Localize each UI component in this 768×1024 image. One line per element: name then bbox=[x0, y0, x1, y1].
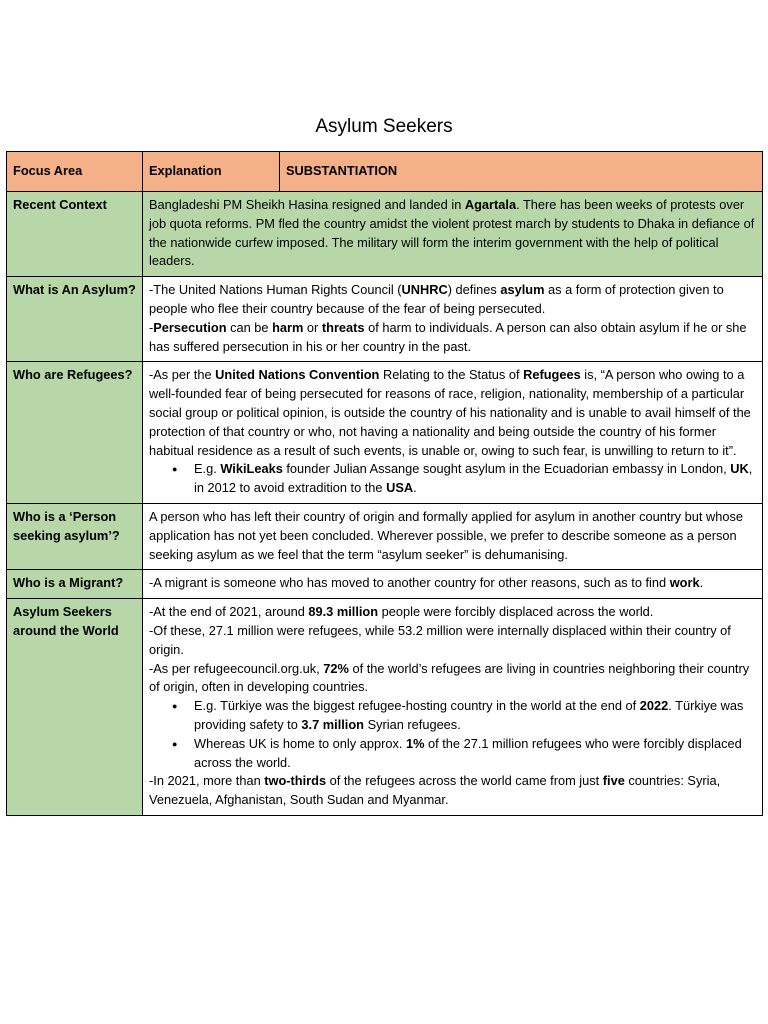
text-run: is, “A person who owing to a well-founded fear of being persecuted for reasons of race, religion, nationality, membership of a particular social group or political opinion, is outside the country of his nationality and is unable to avail himself of the protection of that country or who, not having a nationality and being outside the country of his former habitual residence as a result of such events, is unable or, owing to such fear, is unwilling to return to it”. bbox=[149, 367, 751, 458]
bullet-item bbox=[194, 460, 756, 498]
text-run: -As per refugeecouncil.org.uk, bbox=[149, 660, 324, 676]
header-explanation: Explanation bbox=[143, 152, 280, 192]
text-run: - bbox=[149, 319, 154, 335]
notes-table bbox=[6, 151, 763, 816]
text-run: E.g. bbox=[194, 461, 221, 477]
substantiation-cell bbox=[143, 503, 763, 569]
substantiation-cell bbox=[143, 599, 763, 816]
table-row bbox=[7, 362, 763, 504]
focus-area-cell: Who is a Migrant? bbox=[7, 570, 143, 599]
bold-text: five bbox=[602, 773, 625, 789]
substantiation-cell bbox=[143, 277, 763, 362]
text-run: countries: Syria, Venezuela, Afghanistan, South Sudan and Myanmar. bbox=[149, 773, 721, 808]
text-run: -In 2021, more than bbox=[149, 773, 265, 789]
bold-text: asylum bbox=[500, 282, 545, 298]
bold-text: UK bbox=[730, 461, 749, 477]
bold-text: WikiLeaks bbox=[220, 461, 283, 477]
bold-text: 2022 bbox=[639, 698, 669, 714]
bold-text: Refugees bbox=[523, 367, 581, 383]
paragraph bbox=[149, 574, 756, 593]
focus-area-cell: Asylum Seekers around the World bbox=[7, 599, 143, 816]
text-run: -As per the bbox=[149, 367, 216, 383]
header-focus-area: Focus Area bbox=[7, 152, 143, 192]
bold-text: Persecution bbox=[153, 319, 227, 335]
text-run: . Türkiye was providing safety to bbox=[194, 698, 744, 732]
paragraph bbox=[149, 366, 756, 460]
focus-area-cell: Recent Context bbox=[7, 192, 143, 277]
text-run: E.g. Türkiye was the biggest refugee-hosting country in the world at the end of bbox=[194, 698, 640, 714]
bold-text: two-thirds bbox=[264, 773, 327, 789]
bullet-list bbox=[149, 460, 756, 498]
bold-text: United Nations Convention bbox=[215, 367, 380, 383]
text-run: Bangladeshi PM Sheikh Hasina resigned and landed in bbox=[149, 197, 465, 212]
text-run: Relating to the Status of bbox=[379, 367, 524, 383]
focus-area-cell: What is An Asylum? bbox=[7, 277, 143, 362]
text-run: , in 2012 to avoid extradition to the bbox=[194, 461, 753, 496]
table-row bbox=[7, 599, 763, 816]
text-run: . bbox=[699, 575, 704, 591]
text-run: or bbox=[303, 319, 322, 335]
bold-text: USA bbox=[386, 480, 414, 496]
text-run: people were forcibly displaced across the world. bbox=[378, 604, 654, 620]
paragraph bbox=[149, 508, 756, 564]
text-run: Whereas UK is home to only approx. bbox=[194, 735, 406, 751]
bold-text: 1% bbox=[405, 735, 425, 751]
bold-text: UNHRC bbox=[401, 282, 448, 298]
page-title: Asylum Seekers bbox=[315, 116, 453, 137]
focus-area-cell: Who are Refugees? bbox=[7, 362, 143, 504]
bullet-item bbox=[194, 697, 756, 735]
substantiation-cell bbox=[143, 192, 763, 277]
paragraph bbox=[149, 660, 756, 698]
text-run: of the refugees across the world came from just bbox=[326, 773, 603, 789]
paragraph bbox=[149, 622, 756, 660]
paragraph bbox=[149, 196, 756, 271]
paragraph bbox=[149, 603, 756, 622]
notes-table-body bbox=[7, 152, 763, 816]
paragraph bbox=[149, 281, 756, 319]
text-run: can be bbox=[226, 319, 273, 335]
text-run: of the world’s refugees are living in countries neighboring their country of origin, often in developing countries. bbox=[149, 660, 750, 695]
substantiation-cell bbox=[143, 362, 763, 504]
text-run: -At the end of 2021, around bbox=[149, 604, 309, 620]
table-row bbox=[7, 192, 763, 277]
bold-text: Agartala bbox=[464, 197, 517, 212]
table-row bbox=[7, 277, 763, 362]
bold-text: harm bbox=[272, 319, 304, 335]
bullet-item bbox=[194, 735, 756, 773]
text-run: A person who has left their country of origin and formally applied for asylum in another country but whose application has not yet been concluded. Wherever possible, we prefer to describe someone as a person seeking asylum as we feel that the term “asylum seeker” is dehumanising. bbox=[149, 508, 743, 562]
text-run: as a form of protection given to people who flee their country because of the fear of being persecuted. bbox=[149, 282, 724, 316]
table-row bbox=[7, 503, 763, 569]
bullet-list bbox=[149, 697, 756, 772]
text-run: ) defines bbox=[447, 282, 501, 298]
bold-text: 72% bbox=[323, 660, 349, 676]
bold-text: 89.3 million bbox=[308, 604, 379, 620]
text-run: . bbox=[413, 480, 417, 496]
text-run: -The United Nations Human Rights Council ( bbox=[149, 282, 402, 298]
text-run: founder Julian Assange sought asylum in the Ecuadorian embassy in London, bbox=[282, 461, 731, 477]
text-run: -Of these, 27.1 million were refugees, while 53.2 million were internally displaced within their country of origin. bbox=[149, 622, 731, 657]
text-run: Syrian refugees. bbox=[364, 716, 461, 732]
bold-text: work bbox=[669, 575, 700, 591]
substantiation-cell bbox=[143, 570, 763, 599]
paragraph bbox=[149, 319, 756, 357]
header-row bbox=[7, 152, 763, 192]
focus-area-cell: Who is a ‘Person seeking asylum’? bbox=[7, 503, 143, 569]
paragraph bbox=[149, 772, 756, 810]
bold-text: 3.7 million bbox=[301, 716, 365, 732]
text-run: . There has been weeks of protests over job quota reforms. PM fled the country amidst the violent protest march by students to Dhaka in defiance of the nationwide curfew imposed. The military will form the interim government with the help of political leaders. bbox=[149, 197, 755, 269]
bold-text: threats bbox=[321, 319, 365, 335]
text-run: of the 27.1 million refugees who were forcibly displaced across the world. bbox=[194, 735, 742, 770]
text-run: -A migrant is someone who has moved to another country for other reasons, such as to find bbox=[149, 575, 670, 591]
header-substantiation: SUBSTANTIATION bbox=[280, 152, 763, 192]
table-row bbox=[7, 570, 763, 599]
text-run: of harm to individuals. A person can also obtain asylum if he or she has suffered persecution in his or her country in the past. bbox=[149, 319, 747, 354]
